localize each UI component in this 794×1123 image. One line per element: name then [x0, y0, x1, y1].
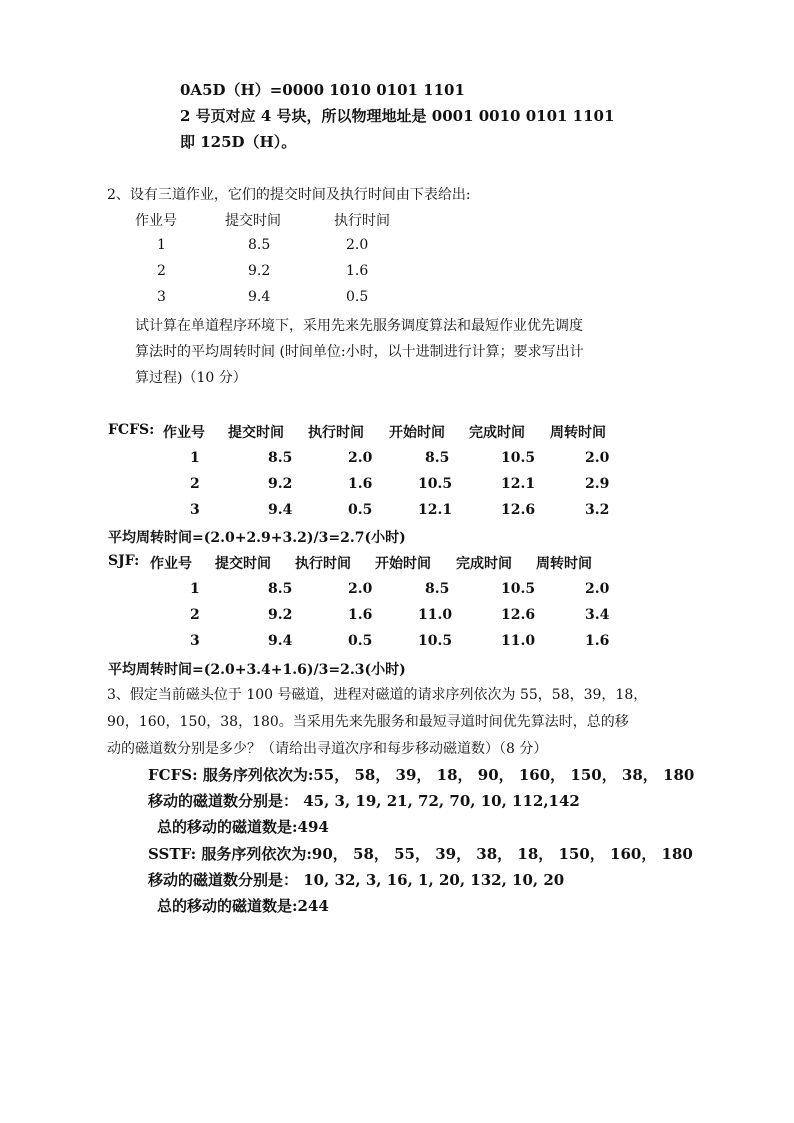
fcfs-header: 作业号 — [163, 425, 205, 441]
sjf-cell: 12.6 — [501, 607, 536, 623]
sjf-cell: 2 — [190, 607, 200, 623]
q2-cell: 2.0 — [346, 237, 369, 253]
fcfs-cell: 12.1 — [501, 476, 536, 492]
sjf-header: 提交时间 — [215, 556, 271, 572]
q2-cell: 0.5 — [346, 289, 369, 305]
q3-line: 3、假定当前磁头位于 100 号磁道，进程对磁道的请求序列依次为 55，58，39，18， — [107, 687, 648, 703]
q2-cell: 9.4 — [248, 289, 271, 305]
q2-cell: 3 — [157, 289, 166, 305]
q2-question-line: 算法时的平均周转时间 (时间单位:小时，以十进制进行计算；要求写出计 — [135, 344, 584, 360]
fcfs-label: FCFS: — [108, 422, 155, 438]
fcfs-cell: 3.2 — [585, 502, 610, 518]
q2-header: 执行时间 — [334, 213, 390, 229]
fcfs-header: 开始时间 — [389, 425, 445, 441]
fcfs-header: 执行时间 — [308, 425, 364, 441]
sjf-cell: 10.5 — [418, 633, 453, 649]
q2-header: 提交时间 — [225, 213, 281, 229]
sjf-header: 作业号 — [150, 556, 192, 572]
fcfs-cell: 1 — [190, 450, 200, 466]
q2-cell: 1.6 — [346, 263, 369, 279]
sjf-cell: 0.5 — [348, 633, 373, 649]
fcfs-cell: 2.0 — [585, 450, 610, 466]
sjf-cell: 1.6 — [585, 633, 610, 649]
fcfs-cell: 9.4 — [268, 502, 293, 518]
fcfs-header: 提交时间 — [228, 425, 284, 441]
fcfs-cell: 10.5 — [501, 450, 536, 466]
fcfs-average: 平均周转时间=(2.0+2.9+3.2)/3=2.7(小时) — [108, 530, 406, 546]
fcfs-cell: 0.5 — [348, 502, 373, 518]
q3-line: 90，160，150，38，180。当采用先来先服务和最短寻道时间优先算法时，总的移 — [107, 714, 629, 730]
sjf-cell: 3.4 — [585, 607, 610, 623]
fcfs-cell: 2.0 — [348, 450, 373, 466]
q3-answer-sstf-moves: 移动的磁道数分别是： 10, 32, 3, 16, 1, 20, 132, 10, 20 — [148, 871, 565, 889]
sjf-cell: 9.2 — [268, 607, 293, 623]
fcfs-header: 完成时间 — [469, 425, 525, 441]
fcfs-cell: 3 — [190, 502, 200, 518]
q2-cell: 2 — [157, 263, 166, 279]
sjf-cell: 9.4 — [268, 633, 293, 649]
sjf-cell: 2.0 — [348, 581, 373, 597]
fcfs-cell: 8.5 — [425, 450, 450, 466]
sjf-header: 完成时间 — [456, 556, 512, 572]
fcfs-cell: 1.6 — [348, 476, 373, 492]
sjf-cell: 3 — [190, 633, 200, 649]
q3-answer-fcfs-total: 总的移动的磁道数是:494 — [157, 818, 329, 836]
q2-question-line: 试计算在单道程序环境下，采用先来先服务调度算法和最短作业优先调度 — [135, 318, 583, 334]
sjf-cell: 1 — [190, 581, 200, 597]
fcfs-cell: 9.2 — [268, 476, 293, 492]
q3-line: 动的磁道数分别是多少？（请给出寻道次序和每步移动磁道数）（8 分） — [107, 741, 548, 757]
sjf-cell: 11.0 — [418, 607, 453, 623]
q2-cell: 8.5 — [248, 237, 271, 253]
sjf-header: 开始时间 — [375, 556, 431, 572]
sjf-cell: 11.0 — [501, 633, 536, 649]
sjf-average: 平均周转时间=(2.0+3.4+1.6)/3=2.3(小时) — [108, 662, 406, 678]
sjf-cell: 8.5 — [425, 581, 450, 597]
address-line-3: 即 125D（H）。 — [180, 133, 297, 151]
address-line-1: 0A5D（H）=0000 1010 0101 1101 — [180, 81, 465, 99]
sjf-header: 执行时间 — [295, 556, 351, 572]
sjf-cell: 2.0 — [585, 581, 610, 597]
fcfs-cell: 12.6 — [501, 502, 536, 518]
q2-intro: 2、设有三道作业，它们的提交时间及执行时间由下表给出: — [107, 187, 471, 203]
q2-cell: 1 — [157, 237, 166, 253]
address-line-2: 2 号页对应 4 号块，所以物理地址是 0001 0010 0101 1101 — [180, 107, 615, 125]
sjf-label: SJF: — [108, 553, 140, 569]
fcfs-cell: 8.5 — [268, 450, 293, 466]
fcfs-cell: 10.5 — [418, 476, 453, 492]
sjf-header: 周转时间 — [536, 556, 592, 572]
sjf-cell: 10.5 — [501, 581, 536, 597]
q2-cell: 9.2 — [248, 263, 271, 279]
sjf-cell: 8.5 — [268, 581, 293, 597]
fcfs-header: 周转时间 — [550, 425, 606, 441]
fcfs-cell: 12.1 — [418, 502, 453, 518]
sjf-cell: 1.6 — [348, 607, 373, 623]
q3-answer-fcfs-sequence: FCFS: 服务序列依次为:55， 58， 39， 18， 90， 160， 150， 38， 180 — [148, 766, 695, 784]
fcfs-cell: 2.9 — [585, 476, 610, 492]
q3-answer-sstf-sequence: SSTF: 服务序列依次为:90， 58， 55， 39， 38， 18， 150， 160， 180 — [148, 845, 693, 863]
q3-answer-fcfs-moves: 移动的磁道数分别是： 45, 3, 19, 21, 72, 70, 10, 112,142 — [148, 792, 580, 810]
q3-answer-sstf-total: 总的移动的磁道数是:244 — [157, 897, 329, 915]
q2-question-line: 算过程)（10 分） — [135, 370, 247, 386]
q2-header: 作业号 — [135, 213, 177, 229]
fcfs-cell: 2 — [190, 476, 200, 492]
